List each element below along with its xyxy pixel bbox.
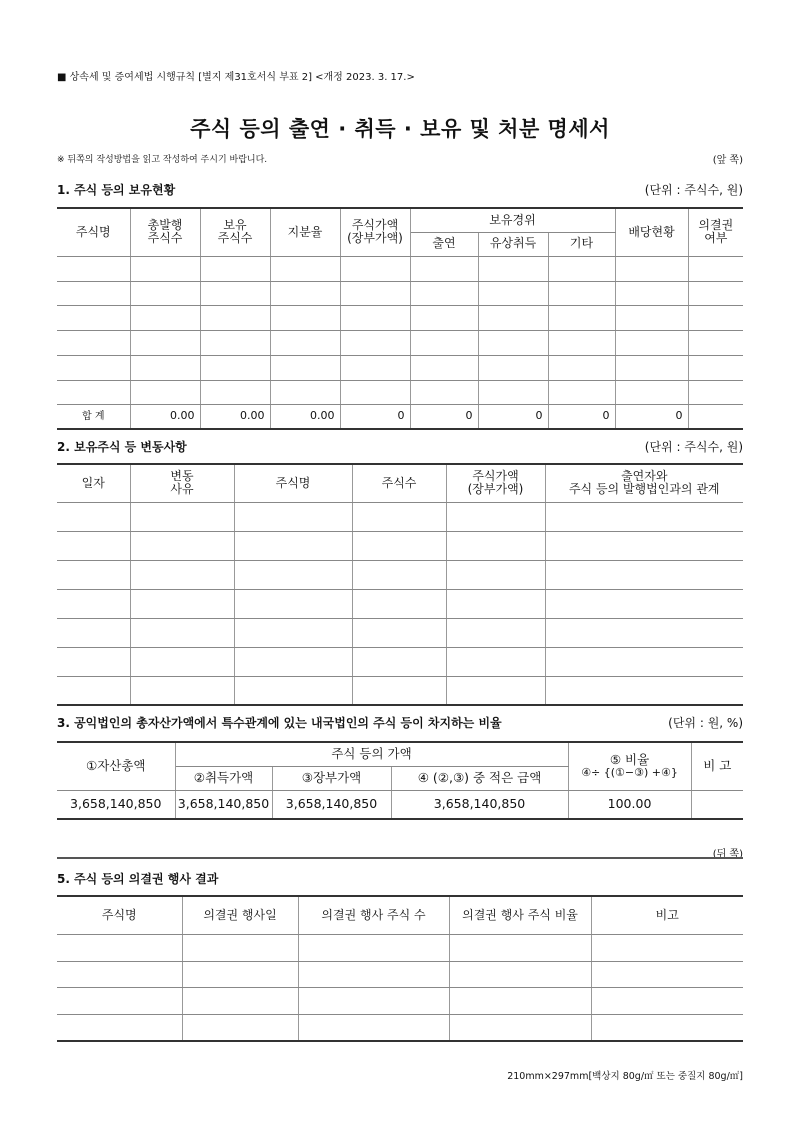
cell[interactable]	[352, 502, 446, 531]
cell[interactable]	[57, 961, 182, 987]
cell[interactable]	[234, 589, 352, 618]
cell[interactable]	[57, 281, 130, 305]
th-contribution: 출연	[410, 232, 478, 256]
cell[interactable]	[591, 987, 743, 1014]
cell[interactable]	[298, 1014, 449, 1041]
cell[interactable]	[130, 531, 234, 560]
cell[interactable]	[615, 281, 688, 305]
cell[interactable]	[545, 676, 743, 705]
cell[interactable]	[270, 305, 340, 330]
val-acquisition[interactable]: 3,658,140,850	[175, 790, 272, 819]
cell[interactable]	[200, 281, 270, 305]
table-row	[57, 676, 743, 705]
cell[interactable]	[449, 1014, 591, 1041]
cell[interactable]	[591, 961, 743, 987]
cell[interactable]	[410, 305, 478, 330]
cell[interactable]	[449, 934, 591, 961]
val-total-assets[interactable]: 3,658,140,850	[57, 790, 175, 819]
table-row	[57, 281, 743, 305]
cell[interactable]	[182, 961, 298, 987]
cell[interactable]	[545, 647, 743, 676]
th-book: ③장부가액	[272, 766, 391, 790]
page-back-label: (뒤 쪽)	[712, 849, 743, 860]
cell[interactable]	[57, 330, 130, 355]
cell[interactable]	[591, 1014, 743, 1041]
th-stock-name: 주식명	[57, 208, 130, 256]
cell[interactable]	[615, 330, 688, 355]
cell[interactable]	[688, 355, 743, 380]
section5-heading: 5. 주식 등의 의결권 행사 결과	[57, 872, 219, 886]
th-dividend: 배당현황	[615, 208, 688, 256]
cell[interactable]	[270, 330, 340, 355]
th-held-shares: 보유 주식수	[200, 208, 270, 256]
cell[interactable]	[410, 256, 478, 281]
cell[interactable]	[340, 380, 410, 404]
cell[interactable]	[57, 934, 182, 961]
cell[interactable]	[410, 330, 478, 355]
changes-table	[57, 463, 743, 706]
table-row	[57, 934, 743, 961]
table-row	[57, 502, 743, 531]
val-book[interactable]: 3,658,140,850	[272, 790, 391, 819]
cell[interactable]	[688, 305, 743, 330]
th-paid-acquisition: 유상취득	[478, 232, 548, 256]
cell[interactable]	[478, 281, 548, 305]
table-row	[57, 647, 743, 676]
cell[interactable]	[340, 305, 410, 330]
cell[interactable]	[548, 355, 615, 380]
cell[interactable]	[57, 987, 182, 1014]
th-date: 일자	[57, 464, 130, 502]
ratio-formula: ④÷ {(①−③) +④}	[581, 766, 678, 780]
total-label: 합 계	[57, 404, 130, 429]
cell[interactable]	[130, 647, 234, 676]
cell[interactable]	[130, 502, 234, 531]
total-contribution: 0	[410, 404, 478, 429]
cell[interactable]	[130, 305, 200, 330]
total-issued-shares: 0.00	[130, 404, 200, 429]
page-divider	[57, 857, 743, 859]
cell[interactable]	[688, 256, 743, 281]
cell[interactable]	[340, 355, 410, 380]
cell[interactable]	[130, 355, 200, 380]
th-book-value: 주식가액 (장부가액)	[446, 464, 545, 502]
cell[interactable]	[182, 1014, 298, 1041]
cell[interactable]	[130, 330, 200, 355]
cell[interactable]	[200, 305, 270, 330]
cell[interactable]	[688, 281, 743, 305]
cell[interactable]	[130, 380, 200, 404]
cell[interactable]	[130, 618, 234, 647]
cell[interactable]	[200, 330, 270, 355]
section1-heading: 1. 주식 등의 보유현황	[57, 183, 176, 197]
th-exercise-shares: 의결권 행사 주식 수	[298, 896, 449, 934]
cell[interactable]	[298, 934, 449, 961]
section3-heading: 3. 공익법인의 총자산가액에서 특수관계에 있는 내국법인의 주식 등이 차지하는 비율	[57, 716, 502, 730]
page-front-label: (앞 쪽)	[712, 155, 743, 166]
th-book-value: 주식가액 (장부가액)	[340, 208, 410, 256]
cell[interactable]	[446, 647, 545, 676]
cell[interactable]	[57, 589, 130, 618]
cell[interactable]	[57, 256, 130, 281]
val-ratio[interactable]: 100.00	[568, 790, 691, 819]
table-row	[57, 531, 743, 560]
cell[interactable]	[615, 256, 688, 281]
cell[interactable]	[449, 961, 591, 987]
cell[interactable]	[270, 281, 340, 305]
cell[interactable]	[182, 987, 298, 1014]
cell[interactable]	[57, 618, 130, 647]
th-relation: 출연자와 주식 등의 발행법인과의 관계	[545, 464, 743, 502]
th-remarks: 비고	[591, 896, 743, 934]
table-row	[57, 330, 743, 355]
val-lesser[interactable]: 3,658,140,850	[391, 790, 568, 819]
section2-unit: (단위 : 주식수, 원)	[644, 440, 743, 454]
cell[interactable]	[57, 502, 130, 531]
cell[interactable]	[615, 305, 688, 330]
cell[interactable]	[545, 531, 743, 560]
cell[interactable]	[234, 676, 352, 705]
page-title: 주식 등의 출연 · 취득 · 보유 및 처분 명세서	[190, 117, 610, 141]
cell[interactable]	[130, 281, 200, 305]
cell[interactable]	[545, 560, 743, 589]
cell[interactable]	[234, 502, 352, 531]
cell[interactable]	[352, 618, 446, 647]
table-row	[57, 987, 743, 1014]
section3-unit: (단위 : 원, %)	[668, 716, 743, 730]
table-row	[57, 355, 743, 380]
cell[interactable]	[200, 380, 270, 404]
cell[interactable]	[688, 330, 743, 355]
th-change-reason: 변동 사유	[130, 464, 234, 502]
cell[interactable]	[478, 330, 548, 355]
table-row	[57, 560, 743, 589]
cell[interactable]	[545, 589, 743, 618]
cell[interactable]	[130, 676, 234, 705]
cell[interactable]	[340, 330, 410, 355]
cell[interactable]	[270, 355, 340, 380]
th-stock-name: 주식명	[57, 896, 182, 934]
cell[interactable]	[446, 502, 545, 531]
th-acquisition: ②취득가액	[175, 766, 272, 790]
total-book-value: 0	[340, 404, 410, 429]
ratio-table	[57, 741, 743, 820]
cell[interactable]	[545, 618, 743, 647]
total-dividend: 0	[615, 404, 688, 429]
cell[interactable]	[446, 531, 545, 560]
table-row	[57, 589, 743, 618]
table-row	[57, 256, 743, 281]
cell[interactable]	[57, 647, 130, 676]
th-holding-reason: 보유경위	[410, 208, 615, 232]
cell[interactable]	[298, 961, 449, 987]
cell[interactable]	[182, 934, 298, 961]
cell[interactable]	[234, 531, 352, 560]
cell[interactable]	[57, 305, 130, 330]
table-row	[57, 305, 743, 330]
table-row	[57, 790, 743, 819]
cell[interactable]	[352, 676, 446, 705]
cell[interactable]	[352, 589, 446, 618]
holdings-table	[57, 207, 743, 430]
cell[interactable]	[591, 934, 743, 961]
cell[interactable]	[449, 987, 591, 1014]
total-voting	[688, 404, 743, 429]
table-row	[57, 618, 743, 647]
cell[interactable]	[545, 502, 743, 531]
cell[interactable]	[548, 305, 615, 330]
th-remarks: 비 고	[691, 742, 743, 790]
cell[interactable]	[446, 676, 545, 705]
total-ratio: 0.00	[270, 404, 340, 429]
cell[interactable]	[130, 589, 234, 618]
th-voting: 의결권 여부	[688, 208, 743, 256]
total-paid-acquisition: 0	[478, 404, 548, 429]
th-stock-name: 주식명	[234, 464, 352, 502]
cell[interactable]	[130, 560, 234, 589]
cell[interactable]	[446, 560, 545, 589]
table-row	[57, 961, 743, 987]
cell[interactable]	[352, 647, 446, 676]
cell[interactable]	[57, 1014, 182, 1041]
th-ratio	[568, 742, 691, 790]
cell[interactable]	[478, 355, 548, 380]
cell[interactable]	[130, 256, 200, 281]
cell[interactable]	[298, 987, 449, 1014]
cell[interactable]	[352, 531, 446, 560]
cell[interactable]	[548, 256, 615, 281]
voting-table	[57, 895, 743, 1042]
th-other: 기타	[548, 232, 615, 256]
th-shares: 주식수	[352, 464, 446, 502]
total-held-shares: 0.00	[200, 404, 270, 429]
instruction-note: ※ 뒤쪽의 작성방법을 읽고 작성하여 주시기 바랍니다.	[57, 155, 268, 165]
cell[interactable]	[57, 531, 130, 560]
th-issued-shares: 총발행 주식수	[130, 208, 200, 256]
cell[interactable]	[57, 380, 130, 404]
cell[interactable]	[352, 560, 446, 589]
cell[interactable]	[200, 355, 270, 380]
table-row	[57, 380, 743, 404]
cell[interactable]	[57, 676, 130, 705]
section2-heading: 2. 보유주식 등 변동사항	[57, 440, 187, 454]
cell[interactable]	[234, 560, 352, 589]
cell[interactable]	[478, 380, 548, 404]
val-remarks[interactable]	[691, 790, 743, 819]
cell[interactable]	[548, 281, 615, 305]
cell[interactable]	[57, 355, 130, 380]
cell[interactable]	[410, 380, 478, 404]
cell[interactable]	[270, 380, 340, 404]
th-lesser: ④ (②,③) 중 적은 금액	[391, 766, 568, 790]
total-row	[57, 404, 743, 429]
th-total-assets: ①자산총액	[57, 742, 175, 790]
cell[interactable]	[410, 281, 478, 305]
cell[interactable]	[688, 380, 743, 404]
th-stock-value: 주식 등의 가액	[175, 742, 568, 766]
cell[interactable]	[234, 618, 352, 647]
total-other: 0	[548, 404, 615, 429]
section1-unit: (단위 : 주식수, 원)	[644, 183, 743, 197]
cell[interactable]	[446, 589, 545, 618]
cell[interactable]	[200, 256, 270, 281]
cell[interactable]	[270, 256, 340, 281]
cell[interactable]	[615, 380, 688, 404]
cell[interactable]	[478, 256, 548, 281]
cell[interactable]	[548, 330, 615, 355]
cell[interactable]	[478, 305, 548, 330]
cell[interactable]	[57, 560, 130, 589]
cell[interactable]	[340, 256, 410, 281]
cell[interactable]	[446, 618, 545, 647]
cell[interactable]	[340, 281, 410, 305]
cell[interactable]	[615, 355, 688, 380]
cell[interactable]	[548, 380, 615, 404]
th-exercise-date: 의결권 행사일	[182, 896, 298, 934]
cell[interactable]	[410, 355, 478, 380]
th-exercise-ratio: 의결권 행사 주식 비율	[449, 896, 591, 934]
law-reference: ■ 상속세 및 증여세법 시행규칙 [별지 제31호서식 부표 2] <개정 2023. 3. 17.>	[57, 72, 415, 83]
th-ratio: 지분율	[270, 208, 340, 256]
paper-spec: 210mm×297mm[백상지 80g/㎡ 또는 중질지 80g/㎡]	[507, 1071, 743, 1082]
ratio-label: ⑤ 비율	[609, 752, 650, 768]
table-row	[57, 1014, 743, 1041]
cell[interactable]	[234, 647, 352, 676]
